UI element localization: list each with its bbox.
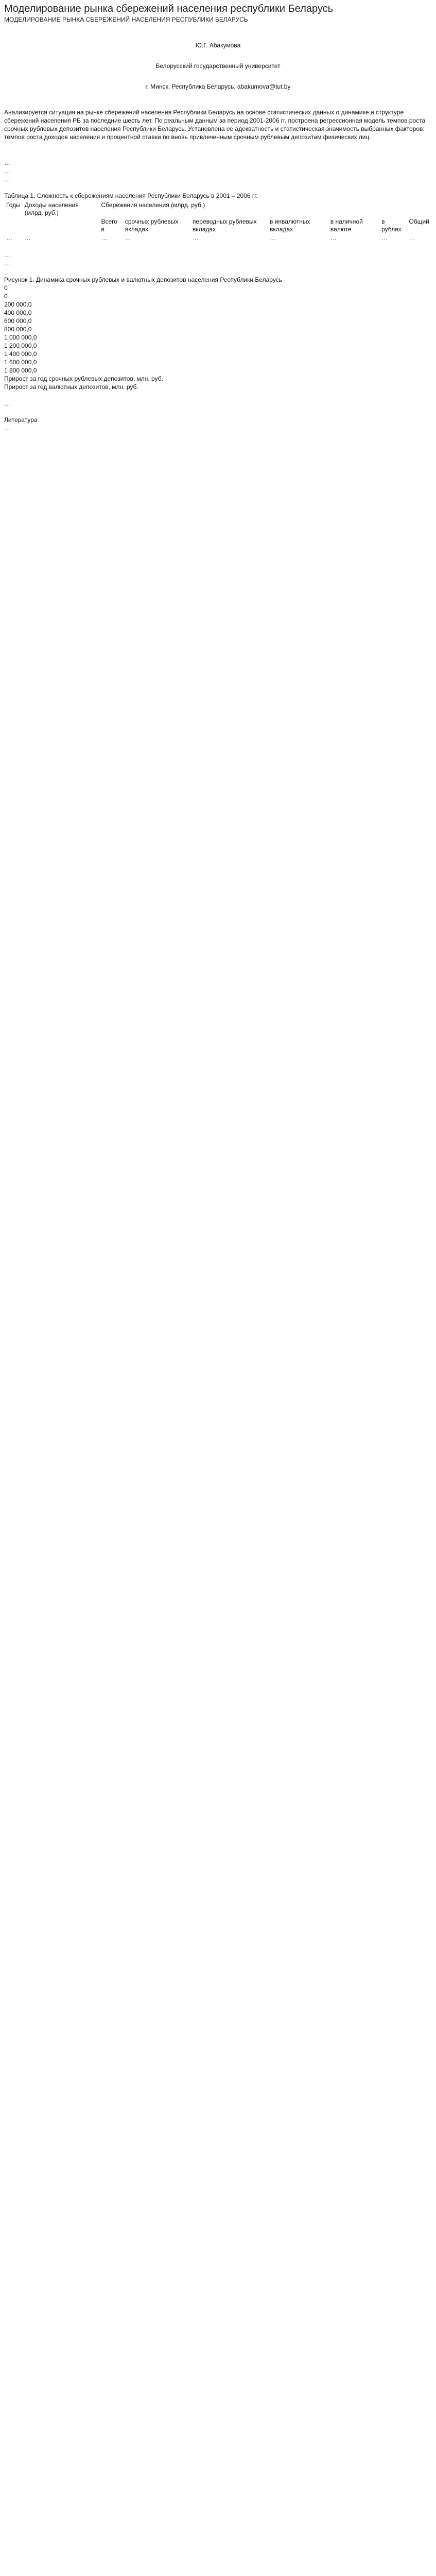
table-caption: Таблица 1. Сложность к сбережениям населения Республики Беларусь в 2001 – 2006 гг. xyxy=(4,192,258,199)
table-header: Годы xyxy=(6,201,21,209)
table-group-header-row xyxy=(4,201,431,217)
author-location: г. Минск, Республика Беларусь, abakumova@tut.by xyxy=(145,83,291,90)
table-cell: … xyxy=(193,234,199,242)
axis-tick: 600 000,0 xyxy=(4,317,32,325)
analysis-paragraph: … xyxy=(4,260,10,267)
axis-tick: 800 000,0 xyxy=(4,326,32,333)
table-cell: … xyxy=(24,234,31,242)
axis-tick: 1 400 000,0 xyxy=(4,350,37,358)
table-header-row xyxy=(4,217,431,234)
table-cell: … xyxy=(125,234,131,242)
table-header: Доходы населения (млрд. руб.) xyxy=(24,201,79,216)
body-paragraph: … xyxy=(4,176,10,183)
author-affiliation: Белорусский государственный университет xyxy=(155,62,281,70)
table-header: переводных рублевых вкладах xyxy=(193,218,257,233)
axis-tick: 200 000,0 xyxy=(4,301,32,308)
table-header: Общий xyxy=(409,218,429,225)
savings-table xyxy=(4,201,431,243)
table-cell: … xyxy=(330,234,337,242)
table-header: срочных рублевых вкладах xyxy=(125,218,179,233)
article-title: Моделирование рынка сбережений населения республики Беларусь xyxy=(4,3,334,14)
table-cell: … xyxy=(6,234,12,242)
body-paragraph: … xyxy=(4,159,10,166)
table-row xyxy=(4,234,431,243)
table-cell: … xyxy=(270,234,276,242)
figure-ticks xyxy=(4,284,432,375)
axis-tick: 1 600 000,0 xyxy=(4,359,37,366)
article-subtitle: МОДЕЛИРОВАНИЕ РЫНКА СБЕРЕЖЕНИЙ НАСЕЛЕНИЯ РЕСПУБЛИКИ БЕЛАРУСЬ xyxy=(4,16,248,23)
table-header: в рублях xyxy=(381,218,402,233)
body-paragraph: … xyxy=(4,167,10,175)
axis-tick: 0 xyxy=(4,293,8,300)
figure-legend-item: Прирост за год срочных рублевых депозитов, млн. руб. xyxy=(4,375,163,382)
discussion-paragraph: … xyxy=(4,400,10,407)
axis-tick: 1 000 000,0 xyxy=(4,334,37,341)
analysis-paragraph: … xyxy=(4,251,10,259)
table-header: в наличной валюте xyxy=(330,218,363,233)
table-cell: … xyxy=(101,234,108,242)
literature-item: … xyxy=(4,425,10,432)
axis-tick: 1 200 000,0 xyxy=(4,342,37,349)
axis-tick: 0 xyxy=(4,284,8,292)
literature-heading: Литература xyxy=(4,416,38,423)
figure-legend-item: Прирост за год валютных депозитов, млн. руб. xyxy=(4,383,138,391)
abstract: Анализируется ситуация на рынке сбережений населения Республики Беларусь на основе статистических данных о динамике и структуре сбережений населения РБ за последние шесть лет. По реальным данным за период 2001-2006 гг. построена регрессионная модель темпов роста срочных рублевых депозитов населения Республики Беларусь. Установлена ее адекватность и статистическая значимость выбранных факторов: темпов роста доходов населения и процентной ставки по вновь привлеченным срочным рублевым депозитам физических лиц. xyxy=(4,109,426,141)
table-header: Всего в xyxy=(101,218,117,233)
author-name: Ю.Г. Абакумова xyxy=(195,42,241,49)
table-cell: … xyxy=(409,234,415,242)
table-group-header: Сбережения населения (млрд. руб.) xyxy=(101,201,205,209)
table-header: в инвалютных вкладах xyxy=(270,218,310,233)
axis-tick: 1 800 000,0 xyxy=(4,367,37,374)
article-page xyxy=(0,3,436,2576)
table-cell: … xyxy=(381,234,388,242)
axis-tick: 400 000,0 xyxy=(4,309,32,316)
figure-caption: Рисунок 1. Динамика срочных рублевых и валютных депозитов населения Республики Беларусь xyxy=(4,276,282,283)
